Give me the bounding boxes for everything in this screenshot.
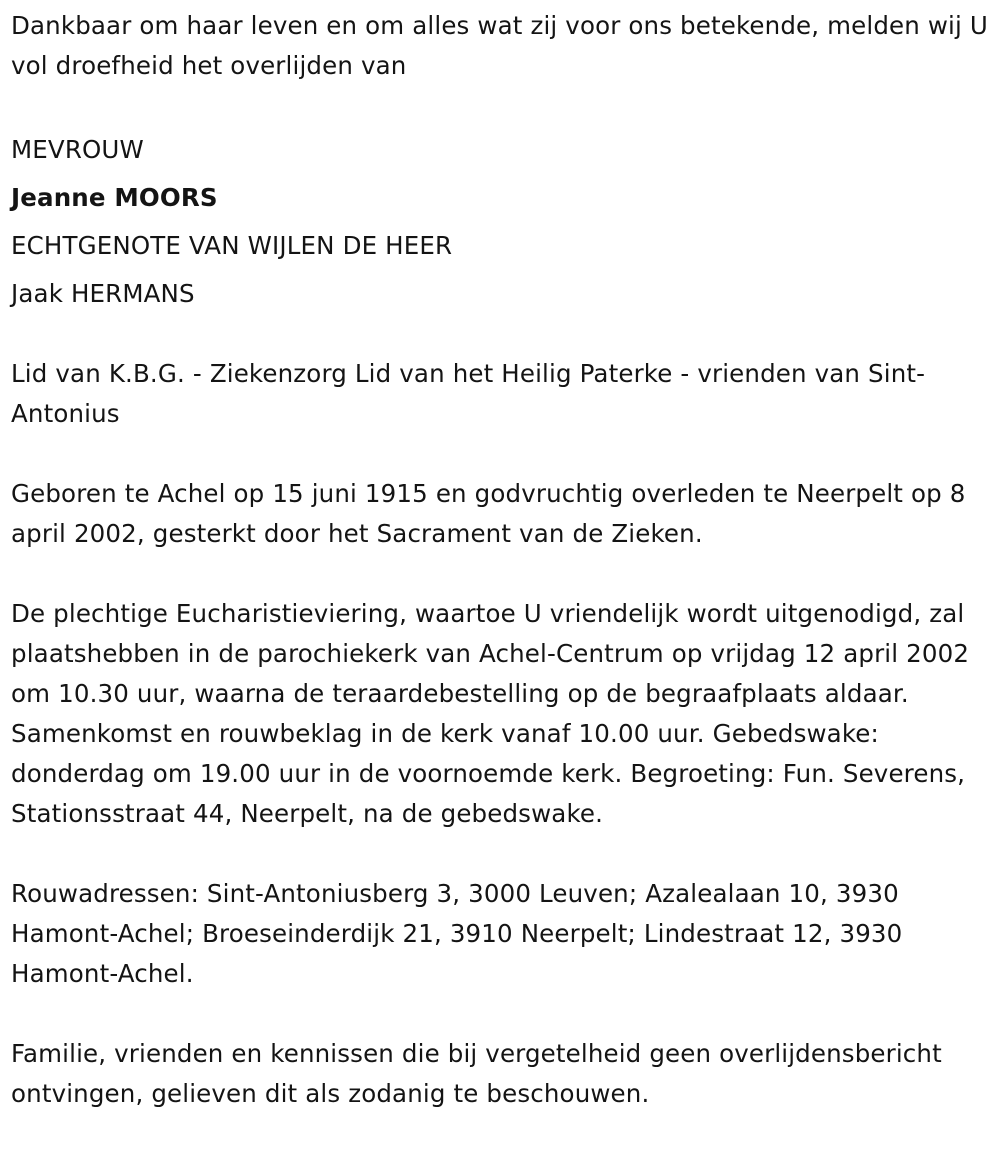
honorific: MEVROUW [11,135,144,164]
spacer [11,434,993,474]
addresses-paragraph: Rouwadressen: Sint-Antoniusberg 3, 3000 Leuven; Azalealaan 10, 3930 Hamont-Achel; Broeseinderdijk 21, 3910 Neerpelt; Lindestraat 12, 3930 Hamont-Achel. [11,879,903,988]
closing-paragraph: Familie, vrienden en kennissen die bij vergetelheid geen overlijdensbericht ontvingen, gelieven dit als zodanig te beschouwen. [11,1039,942,1108]
memberships-paragraph: Lid van K.B.G. - Ziekenzorg Lid van het Heilig Paterke - vrienden van Sint-Antonius [11,359,926,428]
spacer [11,86,993,126]
spouse-name: Jaak HERMANS [11,279,195,308]
spacer [11,994,993,1034]
deceased-name: Jeanne MOORS [11,183,218,212]
relation-line: ECHTGENOTE VAN WIJLEN DE HEER [11,231,453,260]
ceremony-paragraph: De plechtige Eucharistieviering, waartoe U vriendelijk wordt uitgenodigd, zal plaatshebben in de parochiekerk van Achel-Centrum op vrijdag 12 april 2002 om 10.30 uur, waarna de teraardebestelling op de begraafplaats aldaar. Samenkomst en rouwbeklag in de kerk vanaf 10.00 uur. Gebedswake: donderdag om 19.00 uur in de voornoemde kerk. Begroeting: Fun. Severens, Stationsstraat 44, Neerpelt, na de gebedswake. [11,599,970,828]
obituary-notice [11,6,993,1114]
spacer [11,318,993,354]
intro-paragraph: Dankbaar om haar leven en om alles wat zij voor ons betekende, melden wij U vol droefheid het overlijden van [11,11,988,80]
deceased-block [11,126,993,318]
spacer [11,554,993,594]
spacer [11,834,993,874]
birth-death-paragraph: Geboren te Achel op 15 juni 1915 en godvruchtig overleden te Neerpelt op 8 april 2002, gesterkt door het Sacrament van de Zieken. [11,479,966,548]
